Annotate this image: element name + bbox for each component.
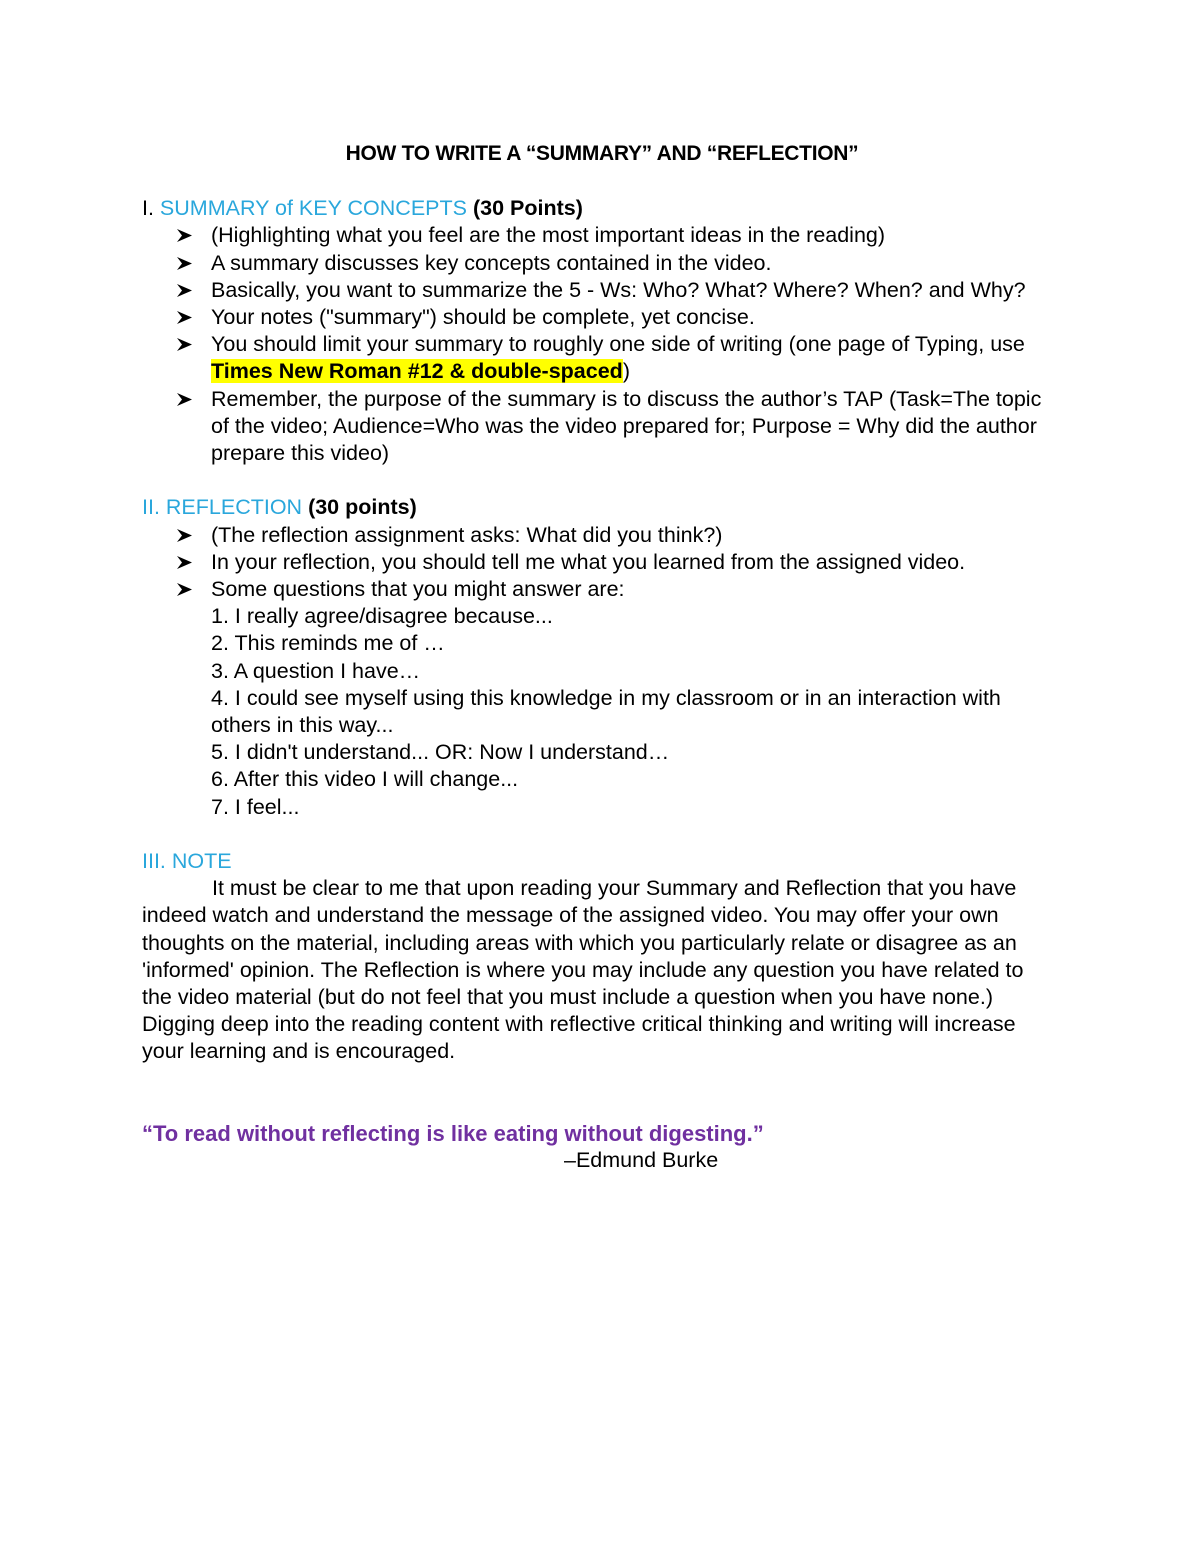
section-points: (30 Points): [466, 196, 583, 221]
question-item: 5. I didn't understand... OR: Now I understand…: [211, 740, 670, 765]
question-item: 1. I really agree/disagree because...: [211, 604, 553, 629]
spacer: [142, 821, 1062, 848]
section-summary-heading: [142, 195, 1062, 222]
arrowhead-bullet-icon: [176, 522, 198, 543]
bullet-text: Your notes ("summary") should be complete, yet concise.: [211, 305, 755, 330]
question-item: 6. After this video I will change...: [211, 767, 519, 792]
list-item: [142, 250, 1062, 277]
list-item: [142, 304, 1062, 331]
arrowhead-bullet-icon: [176, 549, 198, 570]
list-item: [142, 222, 1062, 249]
question-item: 3. A question I have…: [211, 658, 421, 683]
spacer: [142, 167, 1062, 195]
list-item: [142, 277, 1062, 304]
section-numeral: III.: [142, 849, 172, 874]
closing-quote: “To read without reflecting is like eating without digesting.”: [142, 1120, 764, 1146]
section-points: (30 points): [302, 495, 417, 520]
arrowhead-bullet-icon: [176, 304, 198, 325]
arrowhead-bullet-icon: [176, 386, 198, 407]
arrowhead-bullet-icon: [176, 222, 198, 243]
arrowhead-bullet-icon: [176, 277, 198, 298]
quote-attribution: –Edmund Burke: [564, 1147, 719, 1172]
section-numeral: I.: [142, 196, 160, 221]
spacer: [142, 1066, 1062, 1120]
list-item: [142, 331, 1062, 385]
arrowhead-bullet-icon: [176, 331, 198, 352]
bullet-text: Remember, the purpose of the summary is to discuss the author’s TAP (Task=The topic of the video; Audience=Who was the video prepared for; Purpose = Why did the author prepare this video): [211, 386, 1042, 466]
question-item: 2. This reminds me of …: [211, 631, 445, 656]
arrowhead-bullet-icon: [176, 576, 198, 597]
note-paragraph: It must be clear to me that upon reading your Summary and Reflection that you have indeed watch and understand the message of the assigned video. You may offer your own thoughts on the material, including areas with which you particularly relate or disagree as an 'informed' opinion. The Reflection is where you may include any question you have related to the video material (but do not feel that you must include a question when you have none.) Digging deep into the reading content with reflective critical thinking and writing will increase your learning and is encouraged.: [142, 876, 1024, 1064]
arrowhead-bullet-icon: [176, 250, 198, 271]
reflection-question-list: [142, 603, 1062, 821]
bullet-text: A summary discusses key concepts contained in the video.: [211, 250, 772, 275]
section-note-heading: [142, 848, 1062, 875]
spacer: [142, 467, 1062, 494]
section-title: NOTE: [171, 849, 232, 874]
question-item: 4. I could see myself using this knowledge in my classroom or in an interaction with others in this way...: [211, 685, 1001, 738]
bullet-text: (Highlighting what you feel are the most important ideas in the reading): [211, 223, 886, 248]
reflection-bullet-list: [142, 522, 1062, 604]
question-item: 7. I feel...: [211, 794, 300, 819]
highlighted-text: Times New Roman #12 & double-spaced: [211, 359, 623, 384]
bullet-text: (The reflection assignment asks: What did you think?): [211, 522, 723, 547]
page-title: HOW TO WRITE A “SUMMARY” AND “REFLECTION”: [345, 142, 859, 165]
bullet-text: In your reflection, you should tell me what you learned from the assigned video.: [211, 549, 966, 574]
list-item: [142, 386, 1062, 468]
list-item: [142, 522, 1062, 549]
bullet-text: Basically, you want to summarize the 5 - Ws: Who? What? Where? When? and Why?: [211, 277, 1026, 302]
section-numeral: II.: [142, 495, 166, 520]
document-content: [142, 140, 1062, 1174]
list-item: [142, 576, 1062, 603]
bullet-text: Some questions that you might answer are:: [211, 577, 625, 602]
section-title: REFLECTION: [165, 495, 303, 520]
bullet-text-end: ): [622, 359, 630, 384]
list-item: [142, 549, 1062, 576]
bullet-text: You should limit your summary to roughly one side of writing (one page of Typing, use: [211, 332, 1025, 357]
section-reflection-heading: [142, 494, 1062, 521]
section-title: SUMMARY of KEY CONCEPTS: [159, 196, 467, 221]
summary-bullet-list: [142, 222, 1062, 467]
